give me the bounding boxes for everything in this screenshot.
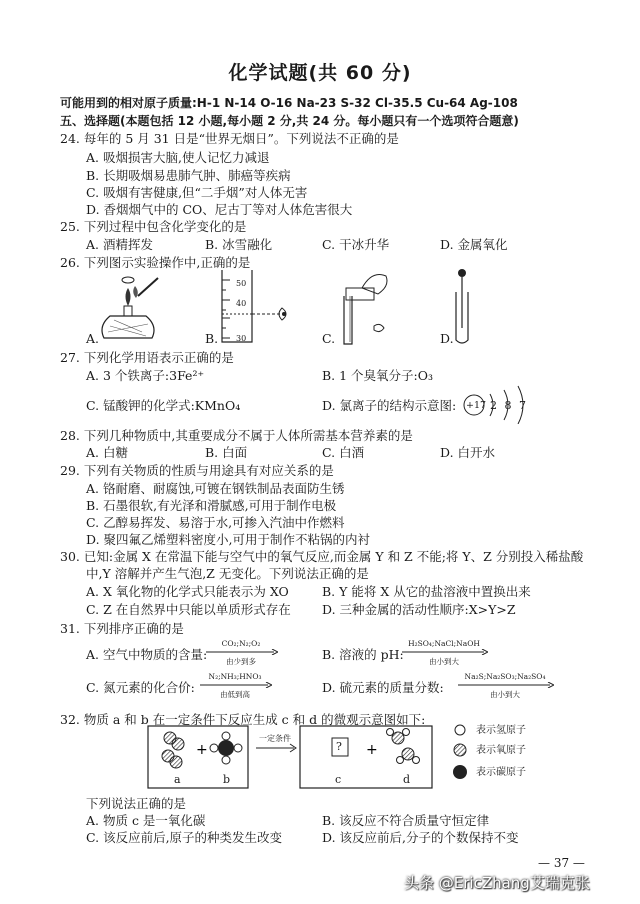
- q31-stem: 31. 下列排序正确的是: [60, 621, 184, 636]
- q31-c-direction: 由低到高: [220, 690, 250, 699]
- label-b: b: [223, 773, 231, 786]
- q27-stem: 27. 下列化学用语表示正确的是: [60, 350, 234, 365]
- graduated-cylinder-figure: [212, 268, 302, 346]
- q31-d-direction: 由小到大: [490, 690, 520, 699]
- q32-option-c: C. 该反应前后,原子的种类发生改变: [86, 830, 283, 845]
- q28-option-b: B. 白面: [205, 445, 248, 460]
- legend-carbon: 表示碳原子: [476, 767, 526, 778]
- q31-option-d: D. 硫元素的质量分数:: [322, 680, 444, 695]
- q25-option-a: A. 酒精挥发: [86, 237, 153, 252]
- q30-stem-line1: 30. 已知:金属 X 在常温下能与空气中的氧气反应,而金属 Y 和 Z 不能;将 Y、Z 分别投入稀盐酸: [60, 549, 584, 564]
- q24-stem: 24. 每年的 5 月 31 日是“世界无烟日”。下列说法不正确的是: [60, 131, 399, 146]
- page-title: 化学试题(共 60 分): [228, 62, 412, 84]
- q26-label-b: B.: [205, 331, 219, 346]
- q25-option-d: D. 金属氧化: [440, 237, 508, 252]
- q29-option-b: B. 石墨很软,有光泽和滑腻感,可用于制作电极: [86, 498, 337, 513]
- chloride-electrons: 2 8 7: [490, 399, 526, 412]
- q29-option-a: A. 铬耐磨、耐腐蚀,可镀在钢铁制品表面防生锈: [86, 481, 345, 496]
- q29-stem: 29. 下列有关物质的性质与用途具有对应关系的是: [60, 463, 334, 478]
- q24-option-b: B. 长期吸烟易患肺气肿、肺癌等疾病: [86, 168, 291, 183]
- q26-label-d: D.: [440, 331, 454, 346]
- section-header: 五、选择题(本题包括 12 小题,每小题 2 分,共 24 分。每小题只有一个选项符合题意): [60, 114, 519, 128]
- q24-option-d: D. 香烟烟气中的 CO、尼古丁等对人体危害很大: [86, 202, 353, 217]
- q31-b-sequence: H₂SO₄;NaCl;NaOH: [408, 639, 480, 648]
- atom-legend-icons: [452, 722, 468, 782]
- q27-option-c: C. 锰酸钾的化学式:KMnO₄: [86, 398, 241, 413]
- q31-option-a: A. 空气中物质的含量:: [86, 647, 208, 662]
- q32-option-b: B. 该反应不符合质量守恒定律: [322, 813, 490, 828]
- hydrogen-atom-icon: [455, 725, 465, 735]
- q32-stem: 32. 物质 a 和 b 在一定条件下反应生成 c 和 d 的微观示意图如下:: [60, 712, 426, 727]
- q28-option-c: C. 白酒: [322, 445, 365, 460]
- q31-b-arrow: [402, 649, 488, 655]
- q32-subprompt: 下列说法正确的是: [86, 796, 187, 811]
- oxygen-atom-icon: [454, 744, 466, 756]
- q25-option-b: B. 冰雪融化: [205, 237, 273, 252]
- q29-option-c: C. 乙醇易挥发、易溶于水,可掺入汽油中作燃料: [86, 515, 345, 530]
- alcohol-lamp-figure: [96, 266, 166, 346]
- q31-a-direction: 由少到多: [226, 657, 256, 666]
- q31-d-sequence: Na₂S;Na₂SO₃;Na₂SO₄: [464, 672, 546, 681]
- cylinder-tick-50: 50: [236, 279, 247, 288]
- q31-b-direction: 由小到大: [429, 657, 459, 666]
- legend-oxygen: 表示氧原子: [476, 745, 526, 756]
- q30-option-d: D. 三种金属的活动性顺序:X>Y>Z: [322, 602, 516, 617]
- q30-stem-line2: 中,Y 溶解并产生气泡,Z 无变化。下列说法正确的是: [86, 566, 369, 581]
- q31-c-sequence: N₂;NH₃;HNO₃: [208, 672, 262, 681]
- atomic-mass-line: 可能用到的相对原子质量:H-1 N-14 O-16 Na-23 S-32 Cl-35.5 Cu-64 Ag-108: [60, 96, 518, 110]
- q31-c-arrow: [200, 682, 272, 688]
- q28-stem: 28. 下列几种物质中,其重要成分不属于人体所需基本营养素的是: [60, 428, 413, 443]
- q27-option-b: B. 1 个臭氧分子:O₃: [322, 368, 434, 383]
- label-d: d: [403, 773, 411, 786]
- svg-text:+: +: [366, 742, 378, 758]
- svg-text:+: +: [196, 742, 208, 758]
- cylinder-tick-30: 30: [236, 334, 247, 343]
- q32-option-a: A. 物质 c 是一氧化碳: [86, 813, 206, 828]
- q31-a-sequence: CO₂;N₂;O₂: [221, 639, 261, 648]
- label-c: c: [335, 773, 342, 786]
- q24-option-a: A. 吸烟损害大脑,使人记忆力减退: [86, 150, 270, 165]
- q27-option-d: D. 氯离子的结构示意图:: [322, 398, 457, 413]
- q29-option-d: D. 聚四氟乙烯塑料密度小,可用于制作不粘锅的内衬: [86, 532, 370, 547]
- q31-d-arrow: [458, 682, 554, 688]
- unknown-product: ?: [336, 740, 342, 753]
- q28-option-a: A. 白糖: [86, 445, 128, 460]
- q26-label-c: C.: [322, 331, 336, 346]
- reaction-condition: 一定条件: [259, 734, 291, 743]
- q30-option-c: C. Z 在自然界中只能以单质形式存在: [86, 602, 291, 617]
- q31-option-b: B. 溶液的 pH:: [322, 647, 404, 662]
- q26-label-a: A.: [86, 331, 100, 346]
- q27-option-a: A. 3 个铁离子:3Fe²⁺: [86, 368, 205, 383]
- q32-option-d: D. 该反应前后,分子的个数保持不变: [322, 830, 519, 845]
- chloride-nucleus: +17: [466, 400, 487, 411]
- watermark: 头条 @EricZhang艾瑞克张: [404, 874, 590, 892]
- legend-hydrogen: 表示氢原子: [476, 725, 526, 736]
- page-number: — 37 —: [538, 856, 585, 870]
- q28-option-d: D. 白开水: [440, 445, 496, 460]
- cylinder-tick-40: 40: [236, 299, 247, 308]
- q24-option-c: C. 吸烟有害健康,但“二手烟”对人体无害: [86, 185, 308, 200]
- q31-a-arrow: [206, 649, 278, 655]
- label-a: a: [174, 773, 181, 786]
- carbon-atom-icon: [453, 765, 467, 779]
- q30-option-b: B. Y 能将 X 从它的盐溶液中置换出来: [322, 584, 531, 599]
- q31-option-c: C. 氮元素的化合价:: [86, 680, 195, 695]
- q25-stem: 25. 下列过程中包含化学变化的是: [60, 219, 247, 234]
- q25-option-c: C. 干冰升华: [322, 237, 390, 252]
- q26-stem: 26. 下列图示实验操作中,正确的是: [60, 255, 251, 270]
- q30-option-a: A. X 氧化物的化学式只能表示为 XO: [86, 584, 289, 599]
- pouring-liquid-figure: [334, 266, 394, 346]
